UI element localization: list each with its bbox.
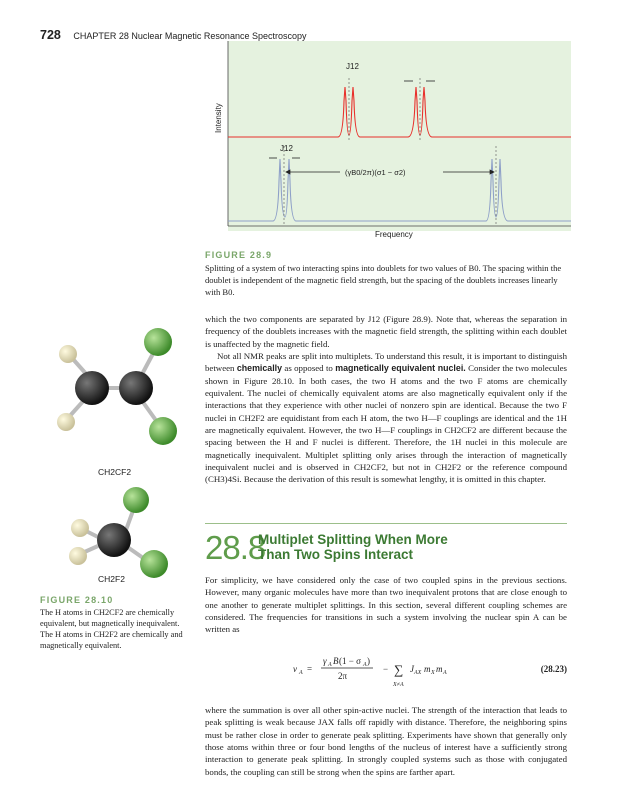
svg-text:m: m bbox=[424, 664, 431, 674]
svg-text:=: = bbox=[307, 664, 313, 674]
svg-text:γ: γ bbox=[323, 656, 327, 666]
c-atom bbox=[119, 371, 153, 405]
svg-text:J: J bbox=[410, 664, 414, 674]
f-atom bbox=[149, 417, 177, 445]
section-title: Multiplet Splitting When More Than Two Spins Interact bbox=[258, 532, 448, 562]
svg-text:2π: 2π bbox=[338, 671, 348, 681]
equation-28-23 bbox=[205, 646, 567, 694]
closing-paragraph: where the summation is over all other spin-active nuclei. The strength of the interaction that leads to peak splitting is weak because JAX falls off rapidly with distance. Therefore, the neighboring spins must be rather close in order to generate peak splitting. Experiments have shown that generally only those atoms within three or four bond lengths of the nucleus of interest have a sufficiently strong interaction to generate peak splitting. In strongly coupled systems such as those with conjugated bonds, the coupling can still be strong when the spins are farther apart. bbox=[205, 705, 567, 777]
plot-background bbox=[228, 41, 571, 231]
molecule-ch2cf2 bbox=[40, 318, 190, 468]
figure-28-9-label: FIGURE 28.9 bbox=[205, 250, 273, 260]
page-number: 728 bbox=[40, 28, 61, 42]
svg-text:ν: ν bbox=[293, 664, 297, 674]
section-paragraph: For simplicity, we have considered only the case of two coupled spins in the previous sections. However, many organic molecules have more than two inequivalent protons that are close enough to one another to generate multiplet splittings. In this section, several different coupling schemes are considered. The frequencies for transitions in such a system involving the nuclear spin A can be written as bbox=[205, 575, 567, 635]
h-atom bbox=[59, 345, 77, 363]
nmr-doublet-plot bbox=[214, 41, 571, 231]
h-atom bbox=[69, 547, 87, 565]
svg-text:−: − bbox=[383, 664, 389, 674]
svg-text:B: B bbox=[333, 656, 339, 666]
molecule-2-label: CH2F2 bbox=[98, 574, 125, 584]
term-chemically: chemically bbox=[236, 363, 283, 374]
svg-text:A: A bbox=[363, 662, 367, 668]
svg-text:A: A bbox=[328, 662, 332, 668]
running-header bbox=[40, 28, 306, 42]
svg-text:(1 − σ: (1 − σ bbox=[339, 656, 361, 666]
c-atom bbox=[75, 371, 109, 405]
svg-text:A: A bbox=[299, 670, 303, 676]
svg-text:m: m bbox=[436, 664, 443, 674]
f-atom bbox=[123, 487, 149, 513]
f-atom bbox=[144, 328, 172, 356]
paragraph-1: which the two components are separated by J12 (Figure 28.9). Note that, whereas the separation in frequency of the doublets increases with the magnetic field strength, the splitting within each doublet is unaffected by the magnetic field. bbox=[205, 314, 567, 349]
x-axis-label: Frequency bbox=[375, 230, 413, 239]
closing-body bbox=[205, 704, 567, 778]
running-title: CHAPTER 28 Nuclear Magnetic Resonance Spectroscopy bbox=[73, 31, 307, 41]
term-magnetically-equivalent: magnetically equivalent nuclei. bbox=[335, 363, 466, 374]
figure-28-9-caption-text: Splitting of a system of two interacting spins into doublets for two values of B0. The spacing within the doublet is independent of the magnetic field strength, but the spacing of the doublets increases linearly with B0. bbox=[205, 263, 562, 297]
section-rule bbox=[205, 523, 567, 524]
section-number: 28.8 bbox=[205, 529, 266, 566]
figure-28-10-label: FIGURE 28.10 bbox=[40, 595, 114, 605]
f-atom bbox=[140, 550, 168, 578]
svg-text:AX: AX bbox=[414, 670, 422, 676]
svg-text:): ) bbox=[367, 656, 370, 666]
j12-bottom-label: J12 bbox=[280, 144, 293, 153]
c-atom bbox=[97, 523, 131, 557]
body-text bbox=[205, 313, 567, 486]
h-atom bbox=[71, 519, 89, 537]
y-axis-label: Intensity bbox=[214, 103, 223, 133]
molecule-ch2f2 bbox=[40, 484, 190, 584]
svg-text:∑: ∑ bbox=[394, 662, 404, 677]
section-body bbox=[205, 574, 567, 636]
equation-number: (28.23) bbox=[540, 664, 567, 674]
molecule-1-label: CH2CF2 bbox=[98, 467, 132, 477]
figure-28-10-caption bbox=[40, 595, 200, 651]
equation-graphic bbox=[205, 646, 567, 694]
svg-text:X: X bbox=[431, 670, 435, 676]
paragraph-2: Not all NMR peaks are split into multiplets. To understand this result, it is important to distinguish between chemically as opposed to magnetically equivalent nuclei. Consider the two molecules shown in Figure 28.10. In both cases, the two H atoms and the two F atoms are chemically equivalent. The nuclei of chemically equivalent atoms are also magnetically equivalent only if the interactions that they experience with other nuclei of nonzero spin are identical. Because the two F nuclei in CH2F2 are equidistant from each H atom, the two H—F couplings are identical and the 1H are magnetically equivalent. However, the two H—F couplings in CH2CF2 are different because the spacing between the H and F nuclei is different. Therefore, the 1H nuclei in this molecule are magnetically inequivalent. Multiplet splitting only arises through the interaction of magnetically inequivalent nuclei and is observed in CH2CF2, but not in CH2F2 or the reference compound (CH3)4Si. Because the derivation of this result is somewhat lengthy, it is omitted in this chapter. bbox=[205, 351, 567, 485]
figure-28-9-caption bbox=[205, 249, 567, 298]
svg-text:X≠A: X≠A bbox=[393, 682, 404, 688]
spacing-label: (γB0/2π)(σ1 − σ2) bbox=[345, 168, 406, 177]
h-atom bbox=[57, 413, 75, 431]
j12-top-label: J12 bbox=[346, 62, 359, 71]
figure-28-10-caption-1: The H atoms in CH2CF2 are chemically equivalent, but magnetically inequivalent. bbox=[40, 608, 180, 628]
svg-text:A: A bbox=[443, 670, 447, 676]
figure-28-10-caption-2: The H atoms in CH2F2 are chemically and magnetically equivalent. bbox=[40, 630, 183, 650]
